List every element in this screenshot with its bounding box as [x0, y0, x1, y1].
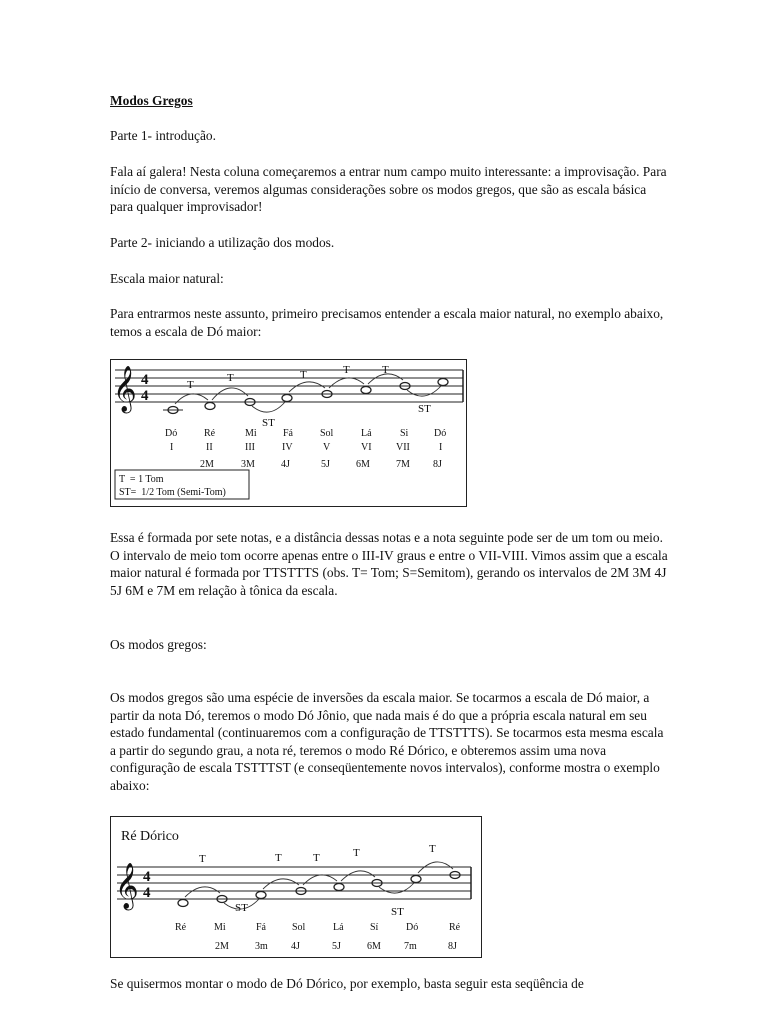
step-label: T [382, 364, 389, 376]
interval-label: 2M [215, 941, 229, 952]
step-label: T [429, 843, 436, 855]
major-scale-staff [111, 360, 466, 506]
degree-label: II [206, 442, 213, 453]
treble-clef-icon [113, 366, 137, 414]
note-name: Dó [434, 428, 447, 439]
note-head [282, 395, 292, 402]
note-head [361, 387, 371, 394]
document-title: Modos Gregos [110, 93, 193, 108]
step-label: T [343, 364, 350, 376]
interval-label: 4J [291, 941, 300, 952]
interval-label: 6M [367, 941, 381, 952]
dorian-mode-staff [111, 817, 481, 957]
interval-label: 5J [321, 459, 330, 470]
step-label: ST [391, 906, 404, 918]
note-name: Dó [165, 428, 178, 439]
note-name: Lá [361, 428, 372, 439]
note-name: Lá [333, 922, 344, 933]
figure-legend [115, 470, 249, 499]
step-label: T [275, 852, 282, 864]
step-label: T [187, 379, 194, 391]
time-sig-top: 4 [143, 869, 151, 885]
note-name: Mi [245, 428, 257, 439]
degree-label: IV [282, 442, 293, 453]
note-head [438, 379, 448, 386]
svg-text:𝄞: 𝄞 [115, 863, 139, 908]
note-name: Fá [256, 922, 266, 933]
step-label: ST [235, 902, 248, 914]
part1-heading: Parte 1- introdução. [110, 128, 216, 143]
legend-semitom: ST= 1/2 Tom (Semi-Tom) [119, 487, 226, 498]
closing-line: Se quisermos montar o modo de Dó Dórico, por exemplo, basta seguir esta seqüência de [110, 976, 584, 991]
note-name: Fá [283, 428, 293, 439]
scale-heading: Escala maior natural: [110, 271, 224, 286]
note-name: Sí [370, 922, 379, 933]
interval-label: 7M [396, 459, 410, 470]
modes-explain-paragraph: Os modos gregos são uma espécie de inversões da escala maior. Se tocarmos a escala de Dó maior, a partir da nota Dó, teremos o modo Dó Jônio, que nada mais é do que a própria escala natural em seu estado fundamental (continuaremos com a configuração de TTSTTTS). Se tocarmos esta mesma escala a partir do segundo grau, a nota ré, teremos o modo Ré Dórico, e obteremos assim uma nova configuração de escala TSTTTST (e conseqüentemente novos intervalos), conforme mostra o exemplo abaixo: [110, 690, 664, 793]
figure-title: Ré Dórico [121, 829, 179, 844]
interval-label: 2M [200, 459, 214, 470]
degree-label: I [170, 442, 174, 453]
degree-label: I [439, 442, 443, 453]
note-name: Ré [204, 428, 216, 439]
interval-label: 3m [255, 941, 268, 952]
degree-label: III [245, 442, 255, 453]
note-name: Si [400, 428, 409, 439]
interval-label: 8J [433, 459, 442, 470]
dorian-mode-figure [110, 816, 482, 958]
interval-label: 7m [404, 941, 417, 952]
step-label: T [227, 372, 234, 384]
step-label: ST [418, 403, 431, 415]
interval-label: 3M [241, 459, 255, 470]
time-sig-bottom: 4 [143, 885, 151, 901]
note-name: Dó [406, 922, 419, 933]
scale-intro-paragraph: Para entrarmos neste assunto, primeiro precisamos entender a escala maior natural, no exemplo abaixo, temos a escala de Dó maior: [110, 306, 664, 339]
legend-tom: T = 1 Tom [119, 474, 164, 485]
svg-text:𝄞: 𝄞 [113, 366, 137, 411]
time-sig-bottom: 4 [141, 388, 149, 404]
step-label: T [199, 853, 206, 865]
degree-label: V [323, 442, 331, 453]
degree-label: VII [396, 442, 410, 453]
note-head [334, 884, 344, 891]
note-name: Mi [214, 922, 226, 933]
step-label: ST [262, 417, 275, 429]
note-head [256, 892, 266, 899]
interval-label: 5J [332, 941, 341, 952]
major-scale-figure [110, 359, 467, 507]
note-name: Ré [449, 922, 461, 933]
part2-heading: Parte 2- iniciando a utilização dos modos. [110, 235, 335, 250]
note-head [411, 876, 421, 883]
interval-label: 8J [448, 941, 457, 952]
modes-heading: Os modos gregos: [110, 637, 207, 652]
interval-label: 4J [281, 459, 290, 470]
note-name: Ré [175, 922, 187, 933]
note-head [205, 403, 215, 410]
note-name: Sol [292, 922, 306, 933]
step-label: T [353, 847, 360, 859]
interval-label: 6M [356, 459, 370, 470]
treble-clef-icon [115, 863, 139, 911]
time-sig-top: 4 [141, 372, 149, 388]
step-label: T [300, 369, 307, 381]
degree-label: VI [361, 442, 372, 453]
note-head [178, 900, 188, 907]
step-label: T [313, 852, 320, 864]
note-name: Sol [320, 428, 334, 439]
intro-paragraph: Fala aí galera! Nesta coluna começaremos a entrar num campo muito interessante: a improvisação. Para início de conversa, veremos algumas considerações sobre os modos gregos, que são as escala básica para qualquer improvisador! [110, 164, 667, 215]
scale-explain-paragraph: Essa é formada por sete notas, e a distância dessas notas e a nota seguinte pode ser de um tom ou meio. O intervalo de meio tom ocorre apenas entre o III-IV graus e entre o VII-VIII. Vimos assim que a escala maior natural é formada por TTSTTTS (obs. T= Tom; S=Semitom), gerando os intervalos de 2M 3M 4J 5J 6M e 7M em relação à tônica da escala. [110, 530, 668, 598]
